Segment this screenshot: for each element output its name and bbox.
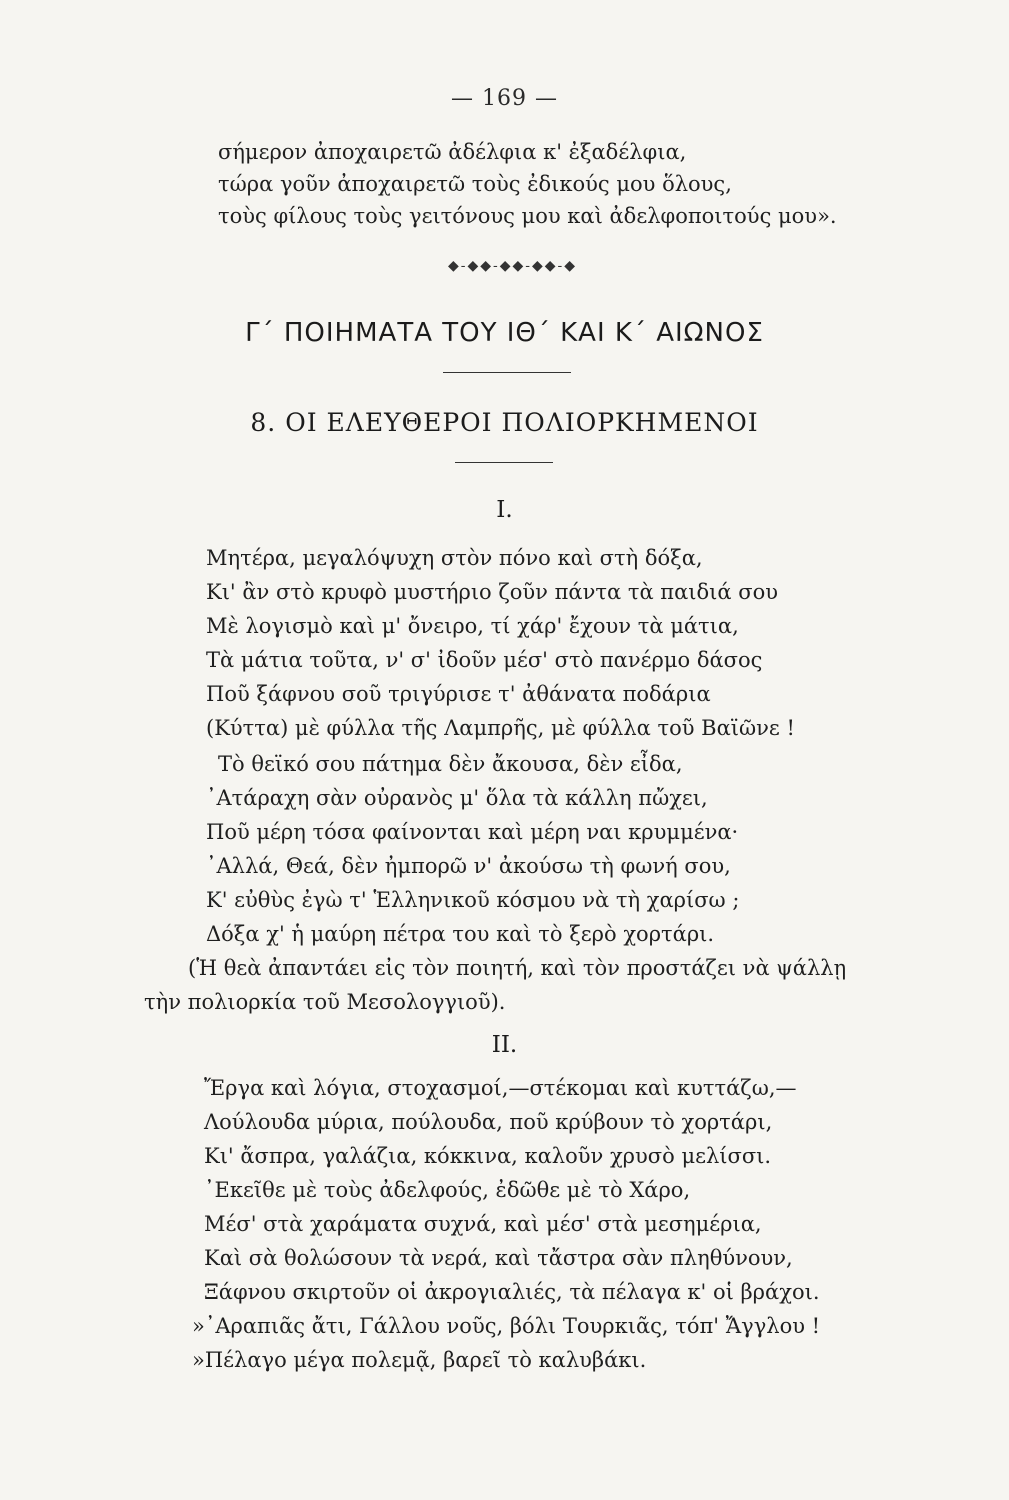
- part-label: Ι.: [496, 497, 513, 523]
- verse-line: Ξάφνου σκιρτοῦν οἱ ἀκρογιαλιές, τὰ πέλαγα κ' οἱ βράχοι.: [204, 1280, 820, 1304]
- verse-line: Τὸ θεϊκό σου πάτημα δὲν ἄκουσα, δὲν εἶδα,: [218, 752, 683, 776]
- verse-line: Δόξα χ' ἡ μαύρη πέτρα του καὶ τὸ ξερὸ χορτάρι.: [206, 922, 715, 946]
- note-line: (Ἡ θεὰ ἀπαντάει εἰς τὸν ποιητή, καὶ τὸν προστάζει νὰ ψάλλῃ: [188, 956, 847, 980]
- text-line: σήμερον ἀποχαιρετῶ ἀδέλφια κ' ἐξαδέλφια,: [218, 140, 687, 164]
- poem-title: 8. ΟΙ ΕΛΕΥΘΕΡΟΙ ΠΟΛΙΟΡΚΗΜΕΝΟΙ: [250, 408, 759, 437]
- verse-line: Καὶ σὰ θολώσουν τὰ νερά, καὶ τἄστρα σὰν πληθύνουν,: [204, 1246, 793, 1270]
- verse-line: Κι' ἄσπρα, γαλάζια, κόκκινα, καλοῦν χρυσὸ μελίσσι.: [204, 1144, 772, 1168]
- page-number: — 169 —: [451, 86, 558, 111]
- verse-line: Κ' εὐθὺς ἐγὼ τ' Ἑλληνικοῦ κόσμου νὰ τὴ χαρίσω ;: [206, 888, 740, 912]
- verse-line: Ποῦ ξάφνου σοῦ τριγύρισε τ' ἀθάνατα ποδάρια: [206, 682, 711, 706]
- verse-line: ᾿Ατάραχη σὰν οὐρανὸς μ' ὅλα τὰ κάλλη πὤχει,: [206, 786, 708, 810]
- text-line: τώρα γοῦν ἀποχαιρετῶ τοὺς ἐδικούς μου ὅλους,: [218, 172, 732, 196]
- divider-rule: [455, 462, 553, 463]
- verse-line: Τὰ μάτια τοῦτα, ν' σ' ἰδοῦν μέσ' στὸ πανέρμο δάσος: [206, 648, 763, 672]
- verse-line: (Κύττα) μὲ φύλλα τῆς Λαμπρῆς, μὲ φύλλα τοῦ Βαϊῶνε !: [206, 716, 795, 740]
- part-label: ΙΙ.: [491, 1032, 518, 1058]
- note-line: τὴν πολιορκία τοῦ Μεσολογγιοῦ).: [144, 990, 506, 1014]
- verse-line: Λούλουδα μύρια, πούλουδα, ποῦ κρύβουν τὸ χορτάρι,: [204, 1110, 773, 1134]
- verse-line: ᾿Αλλά, Θεά, δὲν ἠμπορῶ ν' ἀκούσω τὴ φωνή σου,: [206, 854, 731, 878]
- verse-line: »Πέλαγο μέγα πολεμᾷ, βαρεῖ τὸ καλυβάκι.: [192, 1348, 647, 1372]
- text-line: τοὺς φίλους τοὺς γειτόνους μου καὶ ἀδελφοποιτούς μου».: [218, 204, 837, 228]
- verse-line: Ἔργα καὶ λόγια, στοχασμοί,—στέκομαι καὶ κυττάζω,—: [204, 1076, 797, 1100]
- ornament-divider: ◆-◆◆-◆◆-◆◆-◆: [448, 258, 578, 274]
- verse-line: Μὲ λογισμὸ καὶ μ' ὄνειρο, τί χάρ' ἔχουν τὰ μάτια,: [206, 614, 739, 638]
- verse-line: Ποῦ μέρη τόσα φαίνονται καὶ μέρη ναι κρυμμένα·: [206, 820, 739, 844]
- verse-line: Κι' ἂν στὸ κρυφὸ μυστήριο ζοῦν πάντα τὰ παιδιά σου: [206, 580, 778, 604]
- verse-line: Μέσ' στὰ χαράματα συχνά, καὶ μέσ' στὰ μεσημέρια,: [204, 1212, 762, 1236]
- divider-rule: [443, 372, 571, 373]
- verse-line: Μητέρα, μεγαλόψυχη στὸν πόνο καὶ στὴ δόξα,: [206, 546, 703, 570]
- verse-line: »᾿Αραπιᾶς ἄτι, Γάλλου νοῦς, βόλι Τουρκιᾶς, τόπ' Ἄγγλου !: [192, 1314, 821, 1338]
- section-title: Γ΄ ΠΟΙΗΜΑΤΑ ΤΟΥ ΙΘ΄ ΚΑΙ Κ΄ ΑΙΩΝΟΣ: [245, 318, 764, 348]
- verse-line: ᾿Εκεῖθε μὲ τοὺς ἀδελφούς, ἐδῶθε μὲ τὸ Χάρο,: [204, 1178, 691, 1202]
